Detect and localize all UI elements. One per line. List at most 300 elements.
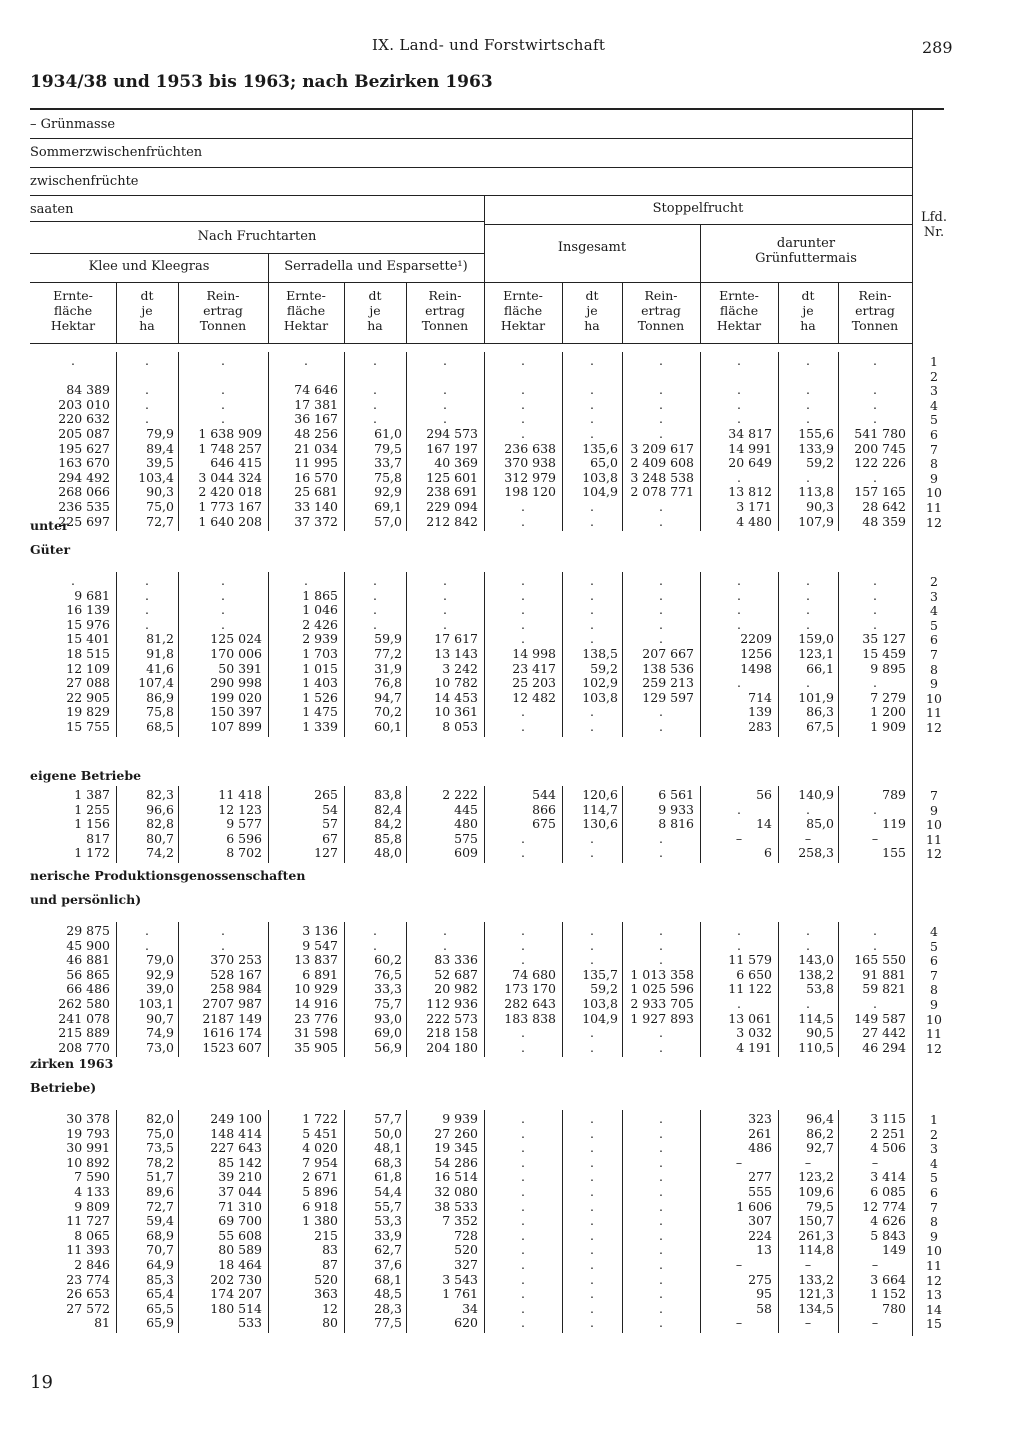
row-number: 5	[930, 938, 938, 954]
table-cell: 3 248 538	[630, 469, 694, 485]
table-cell: .	[590, 573, 594, 588]
table-cell: 3 044 324	[198, 469, 262, 485]
table-cell: 68,1	[374, 1271, 402, 1287]
table-cell: .	[659, 1039, 663, 1055]
table-cell: 40 369	[434, 455, 478, 471]
table-cell: .	[737, 396, 741, 412]
table-cell: 89,4	[146, 440, 174, 456]
table-cell: 93,0	[374, 1010, 402, 1026]
table-cell: .	[521, 353, 525, 368]
table-cell: .	[659, 411, 663, 427]
table-cell: 27 572	[66, 1300, 110, 1316]
row-number: 9	[930, 676, 938, 692]
column-header: dt je ha	[584, 288, 600, 333]
table-cell: 3 032	[736, 1025, 772, 1041]
table-cell: .	[659, 631, 663, 647]
table-cell: .	[659, 1169, 663, 1185]
table-cell: 258 984	[210, 981, 262, 997]
table-cell: 9 809	[74, 1198, 110, 1214]
table-cell: 38 533	[434, 1198, 478, 1214]
table-cell: 327	[454, 1257, 478, 1272]
table-cell: 13 812	[728, 484, 772, 500]
table-cell: .	[145, 923, 149, 938]
table-cell: 71 310	[218, 1198, 262, 1214]
table-cell: –	[735, 1154, 743, 1170]
table-cell: .	[521, 952, 525, 968]
table-cell: .	[521, 1025, 525, 1041]
table-cell: 33,9	[374, 1227, 402, 1243]
table-cell: .	[373, 937, 377, 953]
table-cell: 96,6	[146, 801, 174, 817]
table-cell: .	[521, 1140, 525, 1156]
table-cell: 480	[454, 816, 478, 832]
table-cell: .	[590, 1257, 594, 1272]
table-cell: 138,2	[798, 966, 834, 982]
table-cell: 135,6	[582, 440, 618, 456]
table-cell: 1 255	[74, 801, 110, 817]
table-cell: 74 680	[512, 966, 556, 982]
table-cell: .	[590, 396, 594, 412]
table-cell: 85 142	[218, 1154, 262, 1170]
table-cell: 35 127	[862, 631, 906, 647]
table-cell: 8 065	[74, 1227, 110, 1243]
column-header: Rein- ertrag Tonnen	[851, 288, 899, 333]
table-cell: 294 492	[58, 469, 110, 485]
table-cell: 69,0	[374, 1025, 402, 1041]
table-cell: .	[590, 830, 594, 846]
table-cell: .	[521, 602, 525, 618]
table-cell: 1 865	[302, 587, 338, 603]
table-cell: .	[590, 631, 594, 647]
table-cell: 780	[882, 1300, 906, 1316]
table-cell: 1 156	[74, 816, 110, 832]
table-cell: 1523 607	[202, 1039, 262, 1055]
table-cell: 11 579	[728, 952, 772, 968]
table-cell: 167 197	[426, 440, 478, 456]
table-cell: 17 617	[434, 631, 478, 647]
table-cell: .	[304, 573, 308, 588]
table-cell: 11 995	[294, 455, 338, 471]
table-cell: 57,7	[374, 1111, 402, 1126]
table-cell: .	[873, 923, 877, 938]
table-cell: .	[443, 382, 447, 398]
table-cell: .	[737, 923, 741, 938]
table-cell: .	[873, 396, 877, 412]
table-cell: .	[659, 937, 663, 953]
table-cell: 29 875	[66, 923, 110, 938]
row-number: 8	[930, 456, 938, 472]
row-number: 3	[930, 588, 938, 604]
table-cell: 149 587	[854, 1010, 906, 1026]
table-cell: 1 015	[302, 660, 338, 676]
table-cell: 265	[314, 787, 338, 802]
table-cell: .	[873, 353, 877, 368]
table-cell: 3 136	[302, 923, 338, 938]
table-cell: 91 881	[862, 966, 906, 982]
table-cell: .	[521, 1227, 525, 1243]
table-cell: 5 896	[302, 1184, 338, 1199]
row-number: 10	[926, 690, 942, 706]
table-cell: 60,1	[374, 719, 402, 734]
table-cell: 1 761	[442, 1286, 478, 1302]
section-title: zirken 1963 Betriebe)	[30, 1056, 114, 1095]
table-cell: 87	[322, 1257, 338, 1272]
table-cell: 148 414	[210, 1125, 262, 1141]
table-cell: 236 638	[504, 440, 556, 456]
table-cell: 1 526	[302, 689, 338, 705]
table-cell: 57,0	[374, 513, 402, 529]
table-cell: 80,7	[146, 830, 174, 846]
table-cell: 1 638 909	[198, 426, 262, 441]
table-cell: 6 596	[226, 830, 262, 846]
table-cell: .	[590, 1198, 594, 1214]
table-cell: .	[659, 1198, 663, 1214]
table-cell: 20 649	[728, 455, 772, 471]
row-number: 2	[930, 574, 938, 589]
table-cell: .	[145, 573, 149, 588]
table-cell: 83,8	[374, 787, 402, 802]
column-header: Rein- ertrag Tonnen	[637, 288, 685, 333]
table-cell: 25 203	[512, 675, 556, 691]
table-cell: 129 597	[642, 689, 694, 705]
table-cell: .	[590, 1227, 594, 1243]
row-number: 9	[930, 1228, 938, 1244]
table-cell: 9 895	[870, 660, 906, 676]
table-cell: .	[590, 845, 594, 861]
table-cell: .	[521, 1271, 525, 1287]
table-cell: .	[521, 830, 525, 846]
table-cell: 112 936	[426, 996, 478, 1011]
table-cell: .	[737, 937, 741, 953]
table-cell: .	[373, 353, 377, 368]
table-cell: 204 180	[426, 1039, 478, 1055]
table-cell: 1 748 257	[198, 440, 262, 456]
table-cell: 66,1	[806, 660, 834, 676]
table-cell: 224	[748, 1227, 772, 1243]
table-cell: 107,9	[798, 513, 834, 529]
table-cell: .	[221, 411, 225, 427]
table-cell: 59,2	[590, 981, 618, 997]
table-cell: 72,7	[146, 1198, 174, 1214]
table-cell: 180 514	[210, 1300, 262, 1316]
table-cell: 81,2	[146, 631, 174, 647]
table-cell: –	[871, 1257, 879, 1272]
table-cell: .	[737, 602, 741, 618]
table-cell: .	[373, 923, 377, 938]
table-cell: .	[221, 396, 225, 412]
table-cell: .	[659, 1184, 663, 1199]
row-number: 7	[930, 1199, 938, 1215]
table-cell: .	[71, 353, 75, 368]
table-cell: 195 627	[58, 440, 110, 456]
table-cell: .	[145, 602, 149, 618]
table-cell: 64,9	[146, 1257, 174, 1272]
column-header: Ernte- fläche Hektar	[500, 288, 546, 333]
section-title: unter Güter	[30, 518, 71, 557]
table-cell: 12	[322, 1300, 338, 1316]
table-cell: 149	[882, 1242, 906, 1258]
table-cell: .	[590, 923, 594, 938]
table-cell: 46 881	[66, 952, 110, 968]
table-cell: 76,8	[374, 675, 402, 691]
table-cell: 575	[454, 830, 478, 846]
column-header: dt je ha	[139, 288, 155, 333]
row-number: 11	[926, 1258, 942, 1273]
table-cell: 533	[238, 1315, 262, 1331]
table-cell: 74,9	[146, 1025, 174, 1041]
table-cell: 4 020	[302, 1140, 338, 1156]
row-number: 13	[926, 1287, 942, 1303]
table-cell: 275	[748, 1271, 772, 1287]
table-cell: 520	[314, 1271, 338, 1287]
table-cell: 173 170	[504, 981, 556, 997]
table-cell: 62,7	[374, 1242, 402, 1258]
table-cell: 6 650	[736, 966, 772, 982]
row-number: 7	[930, 967, 938, 983]
table-cell: 16 514	[434, 1169, 478, 1185]
table-cell: .	[521, 382, 525, 398]
table-cell: 290 998	[210, 675, 262, 691]
table-cell: .	[659, 1227, 663, 1243]
table-cell: .	[590, 937, 594, 953]
row-number: 14	[926, 1301, 942, 1317]
table-cell: –	[871, 1315, 879, 1331]
table-cell: 15 459	[862, 646, 906, 661]
table-cell: 3 209 617	[630, 440, 694, 456]
table-cell: 16 570	[294, 469, 338, 485]
table-cell: 50,0	[374, 1125, 402, 1141]
table-cell: 8 816	[658, 816, 694, 832]
table-cell: 6 561	[658, 787, 694, 802]
table-cell: 27 260	[434, 1125, 478, 1141]
table-cell: .	[590, 1286, 594, 1302]
table-cell: 59,2	[806, 455, 834, 471]
table-cell: 312 979	[504, 469, 556, 485]
table-cell: 83 336	[434, 952, 478, 968]
table-cell: 14 991	[728, 440, 772, 456]
table-cell: 84,2	[374, 816, 402, 832]
table-cell: 445	[454, 801, 478, 817]
table-cell: 215	[314, 1227, 338, 1243]
table-cell: .	[521, 499, 525, 514]
table-cell: 61,8	[374, 1169, 402, 1185]
table-cell: 7 954	[302, 1154, 338, 1170]
table-cell: 9 681	[74, 587, 110, 603]
table-cell: 103,8	[582, 996, 618, 1011]
table-cell: 150 397	[210, 704, 262, 720]
table-cell: .	[659, 719, 663, 734]
table-cell: .	[806, 675, 810, 691]
table-cell: 2 846	[74, 1257, 110, 1272]
table-cell: 139	[748, 704, 772, 720]
table-cell: 25 681	[294, 484, 338, 500]
table-cell: .	[590, 1271, 594, 1287]
table-cell: 1 046	[302, 602, 338, 618]
table-cell: .	[737, 675, 741, 691]
table-cell: .	[521, 1315, 525, 1331]
table-cell: .	[373, 382, 377, 398]
table-cell: 16 139	[66, 602, 110, 618]
table-cell: 94,7	[374, 689, 402, 705]
header-serradella: Serradella und Esparsette¹)	[284, 259, 468, 274]
table-cell: 1 387	[74, 787, 110, 802]
table-cell: 12 109	[66, 660, 110, 676]
table-cell: .	[737, 801, 741, 817]
table-cell: 95	[756, 1286, 772, 1302]
row-number: 7	[930, 788, 938, 803]
table-cell: .	[521, 573, 525, 588]
table-cell: 74,2	[146, 845, 174, 861]
table-cell: 39,5	[146, 455, 174, 471]
table-cell: .	[521, 631, 525, 647]
table-cell: 68,5	[146, 719, 174, 734]
table-cell: .	[659, 1286, 663, 1302]
table-cell: 207 667	[642, 646, 694, 661]
table-cell: 50 391	[218, 660, 262, 676]
table-cell: 59,4	[146, 1213, 174, 1229]
table-cell: 215 889	[58, 1025, 110, 1041]
table-cell: .	[659, 952, 663, 968]
table-cell: .	[806, 396, 810, 412]
row-number: 3	[930, 383, 938, 399]
table-cell: .	[521, 396, 525, 412]
table-cell: 3 171	[736, 499, 772, 514]
table-cell: .	[590, 411, 594, 427]
table-cell: 675	[532, 816, 556, 832]
table-cell: 114,5	[798, 1010, 834, 1026]
table-cell: 208 770	[58, 1039, 110, 1055]
table-cell: .	[659, 602, 663, 618]
table-cell: 37 372	[294, 513, 338, 529]
column-header: Ernte- fläche Hektar	[283, 288, 329, 333]
table-cell: 4 506	[870, 1140, 906, 1156]
table-cell: 96,4	[806, 1111, 834, 1126]
table-cell: 41,6	[146, 660, 174, 676]
table-cell: 114,7	[582, 801, 618, 817]
table-cell: 13 061	[728, 1010, 772, 1026]
table-cell: .	[806, 469, 810, 485]
table-cell: 23 417	[512, 660, 556, 676]
table-cell: .	[373, 573, 377, 588]
column-header: Rein- ertrag Tonnen	[421, 288, 469, 333]
table-cell: .	[806, 801, 810, 817]
table-cell: 14	[756, 816, 772, 832]
table-cell: .	[521, 1300, 525, 1316]
table-cell: .	[590, 602, 594, 618]
row-number: 11	[926, 500, 942, 515]
table-cell: 61,0	[374, 426, 402, 441]
table-cell: .	[659, 426, 663, 441]
row-number: 9	[930, 997, 938, 1012]
row-number: 1	[930, 1112, 938, 1127]
header-insgesamt: Insgesamt	[557, 240, 627, 255]
table-cell: 138 536	[642, 660, 694, 676]
row-number: 11	[926, 1026, 942, 1042]
running-head: IX. Land- und Forstwirtschaft	[372, 36, 606, 54]
row-number: 10	[926, 817, 942, 833]
table-cell: .	[443, 616, 447, 632]
table-cell: .	[590, 1184, 594, 1199]
table-cell: 9 933	[658, 801, 694, 817]
table-cell: .	[873, 587, 877, 603]
table-cell: 544	[532, 787, 556, 802]
table-cell: 11 418	[218, 787, 262, 802]
table-cell: 59 821	[862, 981, 906, 997]
table-cell: .	[806, 411, 810, 427]
table-cell: 90,3	[146, 484, 174, 500]
table-cell: .	[590, 719, 594, 734]
table-cell: 79,5	[806, 1198, 834, 1214]
table-cell: 19 793	[66, 1125, 110, 1141]
table-cell: 11 727	[66, 1213, 110, 1229]
table-cell: 15 401	[66, 631, 110, 647]
table-cell: .	[659, 1315, 663, 1331]
table-cell: 133,9	[798, 440, 834, 456]
table-cell: –	[871, 1154, 879, 1170]
table-cell: .	[590, 1025, 594, 1041]
table-cell: 3 543	[442, 1271, 478, 1287]
table-cell: 23 774	[66, 1271, 110, 1287]
table-cell: .	[590, 1140, 594, 1156]
row-number: 15	[926, 1316, 942, 1332]
table-cell: 159,0	[798, 631, 834, 647]
table-cell: 32 080	[434, 1184, 478, 1199]
row-number: 3	[930, 1141, 938, 1157]
table-cell: 125 601	[426, 469, 478, 485]
table-cell: 53,3	[374, 1213, 402, 1229]
table-cell: 528 167	[210, 966, 262, 982]
table-cell: .	[590, 952, 594, 968]
table-cell: 2 078 771	[630, 484, 694, 500]
row-number: 4	[930, 603, 938, 619]
table-cell: 12 482	[512, 689, 556, 705]
table-cell: 18 464	[218, 1257, 262, 1272]
table-cell: 15 755	[66, 719, 110, 734]
table-cell: 9 939	[442, 1111, 478, 1126]
table-cell: 37 044	[218, 1184, 262, 1199]
table-cell: 28,3	[374, 1300, 402, 1316]
table-cell: 34 817	[728, 426, 772, 441]
table-cell: 609	[454, 845, 478, 861]
table-cell: 28 642	[862, 499, 906, 514]
table-cell: .	[221, 923, 225, 938]
table-cell: 1 475	[302, 704, 338, 720]
table-cell: .	[443, 587, 447, 603]
table-cell: .	[659, 1025, 663, 1041]
table-cell: 80 589	[218, 1242, 262, 1258]
table-cell: .	[590, 353, 594, 368]
table-cell: 370 938	[504, 455, 556, 471]
table-cell: .	[659, 923, 663, 938]
table-cell: .	[221, 573, 225, 588]
table-cell: 58	[756, 1300, 772, 1316]
table-cell: 48,5	[374, 1286, 402, 1302]
table-cell: 7 590	[74, 1169, 110, 1185]
table-cell: 2707 987	[202, 996, 262, 1011]
table-cell: 307	[748, 1213, 772, 1229]
table-cell: 86,2	[806, 1125, 834, 1141]
table-cell: 183 838	[504, 1010, 556, 1026]
table-cell: 789	[882, 787, 906, 802]
table-cell: .	[873, 411, 877, 427]
table-cell: .	[521, 1154, 525, 1170]
column-header: Ernte- fläche Hektar	[50, 288, 96, 333]
table-cell: .	[737, 469, 741, 485]
row-number: 2	[930, 1126, 938, 1142]
table-cell: 14 916	[294, 996, 338, 1011]
table-cell: 65,4	[146, 1286, 174, 1302]
table-cell: 82,8	[146, 816, 174, 832]
